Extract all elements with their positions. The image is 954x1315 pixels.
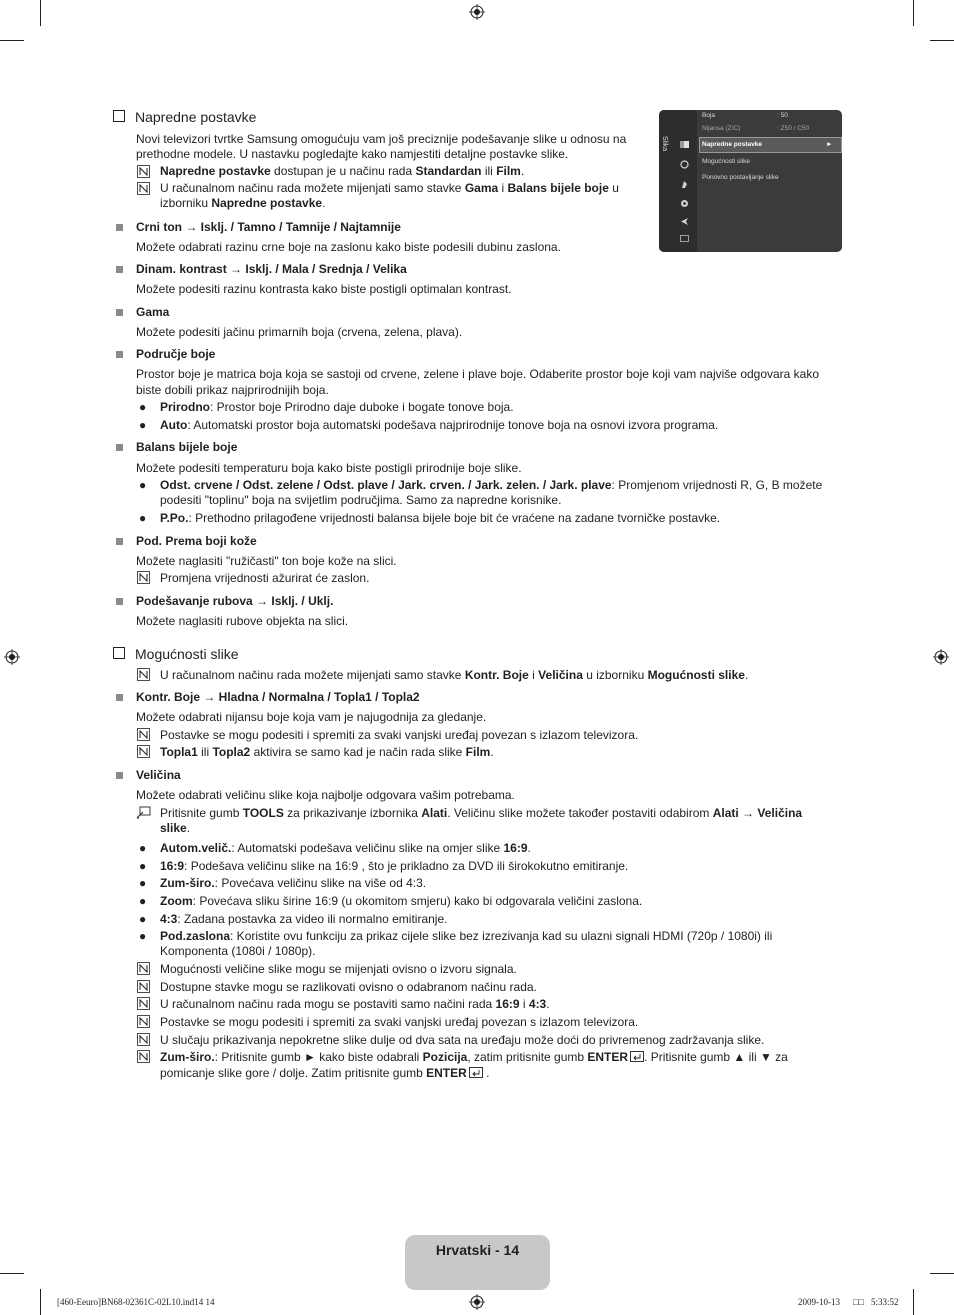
- round-bullet-icon: ●: [139, 478, 147, 492]
- round-bullet-icon: ●: [139, 511, 147, 525]
- registration-mark-icon: [469, 1294, 485, 1310]
- round-bullet-icon: ●: [139, 418, 147, 432]
- note-text: pomicanje slike gore / dolje. Zatim pritisnite gumb ENTER .: [160, 1066, 490, 1080]
- checkbox-bullet-icon: [113, 110, 125, 122]
- item-desc: Možete podesiti jačinu primarnih boja (crvena, zelena, plava).: [136, 325, 463, 339]
- round-bullet-icon: ●: [139, 841, 147, 855]
- setup-gear-icon: [680, 199, 689, 208]
- bullet-text: Prirodno: Prostor boje Prirodno daje duboke i bogate tonove boja.: [160, 400, 514, 414]
- round-bullet-icon: ●: [139, 400, 147, 414]
- crop-mark: [913, 1289, 914, 1315]
- tv-picture-menu: [659, 110, 842, 252]
- item-desc: Možete naglasiti rubove objekta na slici.: [136, 614, 349, 628]
- item-title: Područje boje: [136, 347, 216, 361]
- bullet-text: Zum-širo.: Povećava veličinu slike na više od 4:3.: [160, 876, 427, 890]
- tools-text: Pritisnite gumb TOOLS za prikazivanje izbornika Alati. Veličinu slike možete također postaviti odabirom Alati → Veličina: [160, 806, 803, 820]
- tools-text: slike.: [160, 821, 191, 835]
- bullet-text: P.Po.: Prethodno prilagođene vrijednosti balansa bijele boje bit će vraćene na zadane tvorničke postavke.: [160, 511, 721, 525]
- crop-mark: [40, 1289, 41, 1315]
- note-icon: [137, 182, 150, 195]
- menu-item-napredne-selected[interactable]: [699, 137, 842, 153]
- menu-row-value: : Z50 / C50: [777, 125, 810, 132]
- item-title: Balans bijele boje: [136, 440, 238, 454]
- square-bullet-icon: [116, 772, 123, 779]
- menu-sidebar: [659, 110, 697, 252]
- note-text: Postavke se mogu podesiti i spremiti za svaki vanjski uređaj povezan s izlazom televizora.: [160, 728, 639, 742]
- checkbox-bullet-icon: [113, 647, 125, 659]
- registration-mark-icon: [933, 649, 949, 665]
- note-icon: [137, 728, 150, 741]
- print-time: 5:33:52: [871, 1297, 899, 1307]
- item-title: Dinam. kontrast → Isklj. / Mala / Srednja / Velika: [136, 262, 407, 276]
- bullet-text: Auto: Automatski prostor boja automatski podešava najprirodnije tonove boja na osnovi izvora programa.: [160, 418, 719, 432]
- square-bullet-icon: [116, 351, 123, 358]
- crop-mark: [913, 0, 914, 26]
- note-text: Topla1 ili Topla2 aktivira se samo kad je način rada slike Film.: [160, 745, 494, 759]
- note-icon: [137, 1033, 150, 1046]
- note-text: Zum-širo.: Pritisnite gumb ► kako biste odabrali Pozicija, zatim pritisnite gumb ENTER . Pritisnite gumb ▲ ili ▼ za: [160, 1050, 788, 1064]
- bullet-text: podesiti "toplinu" boja na svijetlim područjima. Samo za napredne korisnike.: [160, 493, 562, 507]
- note-text: U računalnom načinu rada mogu se postaviti samo načini rada 16:9 i 4:3.: [160, 997, 550, 1011]
- tools-remote-icon: [136, 806, 151, 819]
- note-icon: [137, 745, 150, 758]
- menu-row-label: Nijansa (Z/C): [702, 125, 741, 132]
- note-text: U računalnom načinu rada možete mijenjati samo stavke Gama i Balans bijele boje u: [160, 181, 619, 195]
- item-desc: Možete odabrati nijansu boje koja vam je najugodnija za gledanje.: [136, 710, 487, 724]
- file-info: [460-Eeuro]BN68-02361C-02L10.ind14 14: [57, 1297, 215, 1307]
- note-icon: [137, 1015, 150, 1028]
- crop-mark: [0, 1273, 24, 1274]
- print-placeholder: □□: [853, 1297, 864, 1307]
- note-icon: [137, 165, 150, 178]
- crop-mark: [930, 40, 954, 41]
- item-desc: Možete odabrati veličinu slike koja najbolje odgovara vašim potrebama.: [136, 788, 515, 802]
- item-desc: Prostor boje je matrica boja koja se sastoji od crvene, zelene i plave boje. Odaberite prostor boje koji vam najviše odgovara kako: [136, 367, 820, 381]
- application-icon: [680, 234, 689, 243]
- menu-item-mogucnosti[interactable]: Mogućnosti slike: [702, 158, 751, 165]
- registration-mark-icon: [469, 4, 485, 20]
- enter-icon: [469, 1067, 483, 1078]
- square-bullet-icon: [116, 309, 123, 316]
- crop-mark: [40, 0, 41, 26]
- intro-text: prethodne modele. U nastavku pogledajte kako namjestiti detaljne postavke slike.: [136, 147, 569, 161]
- note-text: Promjena vrijednosti ažurirat će zaslon.: [160, 571, 370, 585]
- square-bullet-icon: [116, 224, 123, 231]
- note-text: Postavke se mogu podesiti i spremiti za svaki vanjski uređaj povezan s izlazom televizora.: [160, 1015, 639, 1029]
- channel-icon: [680, 180, 689, 189]
- note-icon: [137, 571, 150, 584]
- input-icon: [680, 217, 689, 226]
- bullet-text: Autom.velič.: Automatski podešava veličinu slike na omjer slike 16:9.: [160, 841, 531, 855]
- page-number: Hrvatski - 14: [435, 1242, 520, 1258]
- picture-icon: [680, 140, 689, 149]
- round-bullet-icon: ●: [139, 929, 147, 943]
- bullet-text: Komponenta (1080i / 1080p).: [160, 944, 316, 958]
- square-bullet-icon: [116, 266, 123, 273]
- note-icon: [137, 668, 150, 681]
- item-title: Kontr. Boje → Hladna / Normalna / Topla1 / Topla2: [136, 690, 420, 704]
- square-bullet-icon: [116, 538, 123, 545]
- round-bullet-icon: ●: [139, 894, 147, 908]
- bullet-text: Pod.zaslona: Koristite ovu funkciju za prikaz cijele slike bez izrezivanja kad su ulazni signali HDMI (720p / 1080i) ili: [160, 929, 773, 943]
- round-bullet-icon: ●: [139, 859, 147, 873]
- menu-item-ponovno[interactable]: Ponovno postavljanje slike: [702, 174, 779, 181]
- item-desc: Možete odabrati razinu crne boje na zaslonu kako biste podesili dubinu zaslona.: [136, 240, 561, 254]
- print-date: 2009-10-13: [798, 1297, 840, 1307]
- enter-icon: [630, 1051, 644, 1062]
- registration-mark-icon: [4, 649, 20, 665]
- note-icon: [137, 980, 150, 993]
- square-bullet-icon: [116, 444, 123, 451]
- square-bullet-icon: [116, 598, 123, 605]
- crop-mark: [0, 40, 24, 41]
- note-text: Dostupne stavke mogu se razlikovati ovisno o odabranom načinu rada.: [160, 980, 537, 994]
- item-title: Gama: [136, 305, 170, 319]
- item-desc: Možete podesiti temperaturu boja kako biste postigli prirodnije boje slike.: [136, 461, 522, 475]
- item-desc: biste dobili prikaz najprirodnijih boja.: [136, 383, 329, 397]
- bullet-text: 4:3: Zadana postavka za video ili normalno emitiranje.: [160, 912, 448, 926]
- arrow-right-icon: ►: [826, 141, 833, 148]
- item-desc: Možete naglasiti "ružičasti" ton boje kože na slici.: [136, 554, 397, 568]
- bullet-text: 16:9: Podešava veličinu slike na 16:9 , što je prikladno za DVD ili širokokutno emitiranje.: [160, 859, 629, 873]
- item-title: Podešavanje rubova → Isklj. / Uklj.: [136, 594, 334, 608]
- item-title: Pod. Prema boji kože: [136, 534, 257, 548]
- round-bullet-icon: ●: [139, 876, 147, 890]
- menu-row-label: Boja: [702, 112, 716, 119]
- menu-item-label: Napredne postavke: [702, 141, 762, 148]
- round-bullet-icon: ●: [139, 912, 147, 926]
- note-text: izborniku Napredne postavke.: [160, 196, 326, 210]
- section-title-mogucnosti: Mogućnosti slike: [113, 646, 239, 662]
- sound-icon: [680, 160, 689, 169]
- note-text: Napredne postavke dostupan je u načinu rada Standardan ili Film.: [160, 164, 525, 178]
- crop-mark: [930, 1273, 954, 1274]
- intro-text: Novi televizori tvrtke Samsung omogućuju vam još preciznije podešavanje slike u odnosu na: [136, 132, 627, 146]
- menu-row-value: : 50: [777, 112, 788, 119]
- note-icon: [137, 962, 150, 975]
- menu-side-label: Slika: [661, 136, 668, 152]
- bullet-text: Zoom: Povećava sliku širine 16:9 (u okomitom smjeru) kako bi odgovarala veličini zaslona.: [160, 894, 643, 908]
- note-icon: [137, 1050, 150, 1063]
- note-text: U slučaju prikazivanja nepokretne slike dulje od dva sata na uređaju može doći do privremenog zadržavanja slike.: [160, 1033, 765, 1047]
- note-text: Mogućnosti veličine slike mogu se mijenjati ovisno o izvoru signala.: [160, 962, 517, 976]
- square-bullet-icon: [116, 694, 123, 701]
- item-title: Veličina: [136, 768, 181, 782]
- item-desc: Možete podesiti razinu kontrasta kako biste postigli optimalan kontrast.: [136, 282, 512, 296]
- bullet-text: Odst. crvene / Odst. zelene / Odst. plave / Jark. crven. / Jark. zelen. / Jark. plave: Promjenom vrijednosti R, G, B možete: [160, 478, 823, 492]
- item-title: Crni ton → Isklj. / Tamno / Tamnije / Najtamnije: [136, 220, 401, 234]
- note-icon: [137, 997, 150, 1010]
- note-text: U računalnom načinu rada možete mijenjati samo stavke Kontr. Boje i Veličina u izborniku Mogućnosti slike.: [160, 668, 749, 682]
- section-title-napredne: Napredne postavke: [113, 109, 256, 125]
